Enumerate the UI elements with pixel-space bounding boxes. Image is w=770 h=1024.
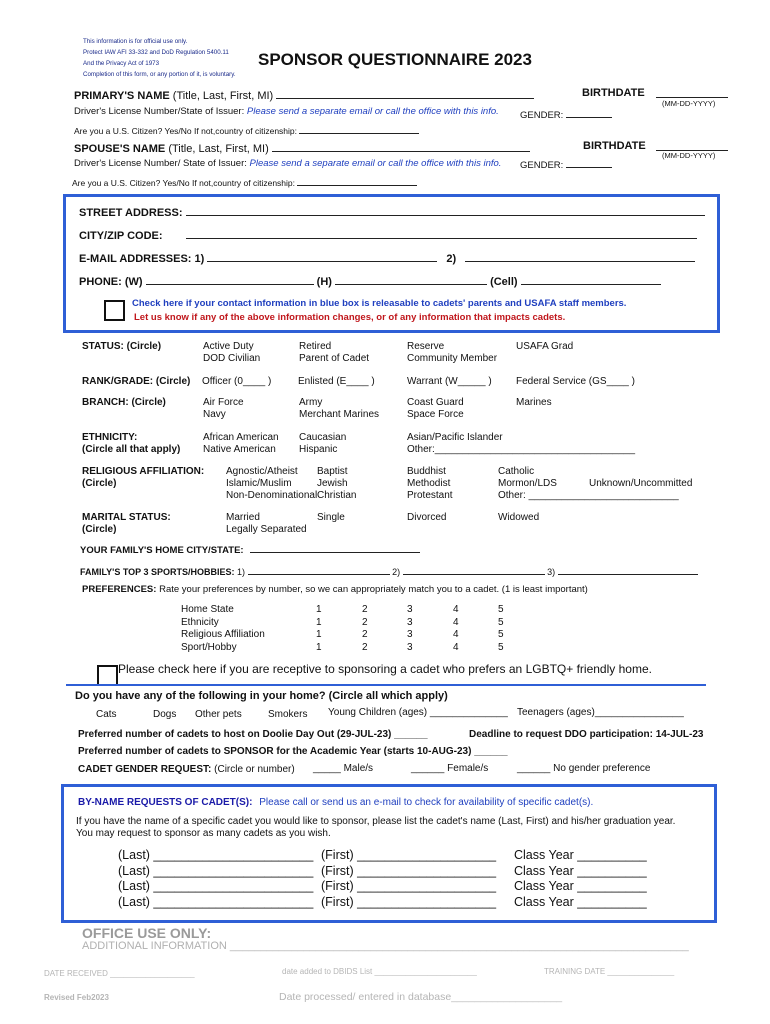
cadet-gender-label: CADET GENDER REQUEST: xyxy=(78,764,212,775)
by-name-label: BY-NAME REQUESTS OF CADET(S): xyxy=(78,797,253,808)
by-name-first-field[interactable]: (First) ____________________ xyxy=(321,863,497,878)
ethnicity-col-2[interactable] xyxy=(299,432,346,456)
home-other-pets[interactable]: Other pets xyxy=(195,709,242,720)
pref-scale-value[interactable]: 1 xyxy=(316,616,322,628)
primary-citizen-row[interactable] xyxy=(74,124,419,136)
pref-scale-value[interactable]: 5 xyxy=(498,604,504,615)
religion-label-2: (Circle) xyxy=(82,478,117,489)
pref-scale-value[interactable]: 3 xyxy=(407,642,413,654)
street-row[interactable] xyxy=(79,206,705,219)
primary-license-row xyxy=(74,106,499,117)
branch-air-force[interactable]: Air Force xyxy=(203,397,244,408)
by-name-class-year-field[interactable]: Class Year __________ xyxy=(514,879,647,894)
releasable-text: Check here if your contact information in blue box is releasable to cadets' parents and USAFA staff members. xyxy=(132,298,627,309)
status-col-2[interactable] xyxy=(299,341,369,365)
office-training-date: TRAINING DATE _______________ xyxy=(544,967,675,976)
religion-buddhist[interactable]: Buddhist xyxy=(407,466,446,477)
preference-items xyxy=(181,604,265,655)
marital-divorced[interactable]: Divorced xyxy=(407,512,447,523)
office-date-processed: Date processed/ entered in database___________________ xyxy=(279,991,563,1003)
rank-enlisted[interactable]: Enlisted (E____ ) xyxy=(298,376,375,387)
pref-scale-value[interactable]: 4 xyxy=(453,642,459,654)
spouse-birthdate-field[interactable] xyxy=(656,140,728,151)
religion-col-3[interactable] xyxy=(407,466,453,502)
rank-federal-service[interactable]: Federal Service (GS____ ) xyxy=(516,376,635,387)
cadet-gender-male[interactable]: _____ Male/s xyxy=(313,763,374,774)
privacy-line-2: Protect IAW AFI 33-332 and DoD Regulation 5400.11 xyxy=(83,49,229,56)
releasable-checkbox[interactable] xyxy=(104,300,125,321)
status-usafa-grad[interactable]: USAFA Grad xyxy=(516,341,574,352)
pref-scale-value[interactable]: 4 xyxy=(453,616,459,628)
ethnicity-native-american[interactable]: Native American xyxy=(203,444,276,455)
ethnicity-col-1[interactable] xyxy=(203,432,279,456)
phone-cell-field[interactable] xyxy=(521,275,661,285)
spouse-citizen-row[interactable] xyxy=(72,176,417,188)
pref-scale-value[interactable]: 2 xyxy=(362,629,368,641)
cadet-gender-row xyxy=(78,764,295,775)
status-community-member[interactable]: Community Member xyxy=(407,353,498,364)
phone-work-label: PHONE: (W) xyxy=(79,276,143,288)
ethnicity-caucasian[interactable]: Caucasian xyxy=(299,432,347,443)
primary-license-label: Driver's License Number/State of Issuer: xyxy=(74,106,245,117)
by-name-last-field[interactable]: (Last) _______________________ xyxy=(118,879,314,894)
phone-row[interactable] xyxy=(79,275,661,288)
preferences-row xyxy=(82,584,588,595)
marital-single[interactable]: Single xyxy=(317,512,345,523)
by-name-last-field[interactable]: (Last) _______________________ xyxy=(118,894,314,909)
phone-work-field[interactable] xyxy=(146,275,314,285)
home-cats[interactable]: Cats xyxy=(96,709,117,720)
status-parent-of-cadet[interactable]: Parent of Cadet xyxy=(299,353,370,364)
by-name-first-field[interactable]: (First) ____________________ xyxy=(321,879,497,894)
marital-label xyxy=(82,512,171,536)
by-name-note: Please call or send us an e-mail to check for availability of specific cadet(s). xyxy=(259,797,594,808)
phone-cell-label: (Cell) xyxy=(490,276,518,288)
cadet-gender-female[interactable]: ______ Female/s xyxy=(411,763,489,774)
city-row[interactable] xyxy=(79,229,697,242)
lgbtq-checkbox[interactable] xyxy=(97,665,118,686)
rank-officer[interactable]: Officer (0____ ) xyxy=(202,376,272,387)
pref-scale-value[interactable]: 2 xyxy=(362,604,368,615)
status-reserve[interactable]: Reserve xyxy=(407,341,445,352)
home-smokers[interactable]: Smokers xyxy=(268,709,308,720)
preferences-label: PREFERENCES: xyxy=(82,584,157,595)
ddo-preferred-count[interactable]: Preferred number of cadets to host on Doolie Day Out (29-JUL-23) ______ xyxy=(78,729,428,740)
by-name-first-field[interactable]: (First) ____________________ xyxy=(321,848,497,862)
religion-christian[interactable]: Christian xyxy=(317,490,357,501)
religion-baptist[interactable]: Baptist xyxy=(317,466,348,477)
sports-label: FAMILY'S TOP 3 SPORTS/HOBBIES: xyxy=(80,567,235,577)
office-use-title: OFFICE USE ONLY: xyxy=(82,925,212,941)
home-city-row[interactable] xyxy=(80,543,420,556)
religion-label xyxy=(82,466,204,490)
status-label: STATUS: (Circle) xyxy=(82,341,162,352)
status-retired[interactable]: Retired xyxy=(299,341,332,352)
pref-scale-value[interactable]: 4 xyxy=(453,629,459,641)
privacy-line-4: Completion of this form, or any portion of it, is voluntary. xyxy=(83,71,236,78)
branch-col-3[interactable] xyxy=(407,397,464,421)
spouse-name-label: SPOUSE'S NAME xyxy=(74,143,166,155)
religion-jewish[interactable]: Jewish xyxy=(317,478,348,489)
rank-warrant[interactable]: Warrant (W_____ ) xyxy=(407,376,492,387)
ethnicity-label xyxy=(82,432,180,456)
pref-scale-value[interactable]: 1 xyxy=(316,604,322,615)
revised-date: Revised Feb2023 xyxy=(44,993,109,1002)
spouse-birthdate-format: (MM-DD-YYYY) xyxy=(662,151,716,160)
by-name-class-year-field[interactable]: Class Year __________ xyxy=(514,894,647,909)
primary-name-row[interactable] xyxy=(74,89,534,102)
religion-protestant[interactable]: Protestant xyxy=(407,490,453,501)
branch-col-1[interactable] xyxy=(203,397,244,421)
privacy-line-3: And the Privacy Act of 1973 xyxy=(83,60,160,67)
religion-catholic[interactable]: Catholic xyxy=(498,466,535,477)
spouse-birthdate-label: BIRTHDATE xyxy=(583,140,646,152)
spouse-name-row[interactable] xyxy=(74,142,530,155)
branch-army[interactable]: Army xyxy=(299,397,323,408)
branch-col-2[interactable] xyxy=(299,397,379,421)
religion-mormon[interactable]: Mormon/LDS xyxy=(498,478,557,489)
home-dogs[interactable]: Dogs xyxy=(153,709,177,720)
religion-other-field[interactable]: Other: ___________________________ xyxy=(498,490,679,501)
spouse-name-hint: (Title, Last, First, MI) xyxy=(168,143,269,155)
office-additional-info: ADDITIONAL INFORMATION ___________________________________________________________________________ xyxy=(82,940,689,952)
academic-preferred-count[interactable]: Preferred number of cadets to SPONSOR for the Academic Year (starts 10-AUG-23) ______ xyxy=(78,746,508,757)
by-name-class-year-field[interactable]: Class Year __________ xyxy=(514,863,647,878)
branch-navy[interactable]: Navy xyxy=(203,409,226,420)
pref-religious-affiliation: Religious Affiliation xyxy=(181,629,265,641)
sports-row[interactable] xyxy=(80,565,698,577)
pref-scale-value[interactable]: 5 xyxy=(498,616,504,628)
email-field-2[interactable] xyxy=(465,252,695,262)
marital-label-1: MARITAL STATUS: xyxy=(82,512,171,523)
branch-marines[interactable]: Marines xyxy=(516,397,552,408)
spouse-citizenship-field[interactable] xyxy=(297,176,417,186)
marital-legally-separated[interactable]: Legally Separated xyxy=(226,524,307,535)
city-field[interactable] xyxy=(186,229,697,239)
email-field-1[interactable] xyxy=(207,252,437,262)
ethnicity-label-2: (Circle all that apply) xyxy=(82,444,181,455)
city-label: CITY/ZIP CODE: xyxy=(79,230,163,242)
sports-3-label: 3) xyxy=(547,567,556,577)
ethnicity-col-3[interactable] xyxy=(407,432,635,456)
status-dod-civilian[interactable]: DOD Civilian xyxy=(203,353,261,364)
by-name-last-field[interactable]: (Last) _______________________ xyxy=(118,863,314,878)
street-label: STREET ADDRESS: xyxy=(79,207,183,219)
ddo-deadline: Deadline to request DDO participation: 14-JUL-23 xyxy=(469,729,704,740)
notify-text: Let us know if any of the above information changes, or of any information that impacts cadets. xyxy=(134,312,566,323)
marital-widowed[interactable]: Widowed xyxy=(498,512,540,523)
religion-islamic[interactable]: Islamic/Muslim xyxy=(226,478,292,489)
by-name-class-year-field[interactable]: Class Year __________ xyxy=(514,848,647,862)
primary-name-label: PRIMARY'S NAME xyxy=(74,90,170,102)
spouse-gender-label: GENDER: xyxy=(520,160,564,171)
pref-scale-value[interactable]: 1 xyxy=(316,629,322,641)
sports-1-label: 1) xyxy=(237,567,246,577)
primary-license-note: Please send a separate email or call the office with this info. xyxy=(246,106,499,117)
pref-scale-value[interactable]: 2 xyxy=(362,642,368,654)
branch-merchant-marines[interactable]: Merchant Marines xyxy=(299,409,380,420)
privacy-line-1: This information is for official use only. xyxy=(83,38,188,45)
office-date-received: DATE RECEIVED ___________________ xyxy=(44,969,195,978)
by-name-para-2: You may request to sponsor as many cadets as you wish. xyxy=(76,828,331,839)
pref-ethnicity: Ethnicity xyxy=(181,616,219,628)
sports-field-3[interactable] xyxy=(558,565,698,575)
spouse-license-label: Driver's License Number/ State of Issuer: xyxy=(74,158,247,169)
branch-coast-guard[interactable]: Coast Guard xyxy=(407,397,464,408)
religion-methodist[interactable]: Methodist xyxy=(407,478,451,489)
phone-home-field[interactable] xyxy=(335,275,487,285)
home-young-children[interactable]: Young Children (ages) ______________ xyxy=(328,707,508,718)
religion-col-2[interactable] xyxy=(317,466,356,502)
status-active-duty[interactable]: Active Duty xyxy=(203,341,254,352)
spouse-license-row xyxy=(74,158,501,169)
lgbtq-text: Please check here if you are receptive to sponsoring a cadet who prefers an LGBTQ+ friendly home. xyxy=(118,662,652,676)
spouse-gender-field[interactable] xyxy=(566,158,612,168)
primary-citizen-text: Are you a U.S. Citizen? Yes/No If not,country of citizenship: xyxy=(74,126,298,136)
rank-label: RANK/GRADE: (Circle) xyxy=(82,376,191,387)
pref-scale-value[interactable]: 2 xyxy=(362,616,368,628)
religion-col-1[interactable] xyxy=(226,466,317,502)
branch-label: BRANCH: (Circle) xyxy=(82,397,166,408)
page-title: SPONSOR QUESTIONNAIRE 2023 xyxy=(258,50,532,69)
pref-scale-value[interactable]: 3 xyxy=(407,616,413,628)
ethnicity-other-field[interactable]: Other:____________________________________ xyxy=(407,444,636,455)
pref-scale-value[interactable]: 5 xyxy=(498,642,504,654)
primary-gender-label: GENDER: xyxy=(520,110,564,121)
by-name-first-field[interactable]: (First) ____________________ xyxy=(321,894,497,909)
pref-scale-value[interactable]: 4 xyxy=(453,604,459,615)
pref-scale-value[interactable]: 3 xyxy=(407,629,413,641)
status-col-1[interactable] xyxy=(203,341,260,365)
phone-home-label: (H) xyxy=(316,276,332,288)
marital-col-1[interactable] xyxy=(226,512,307,536)
pref-scale-value[interactable]: 1 xyxy=(316,642,322,654)
pref-sport-hobby: Sport/Hobby xyxy=(181,642,237,654)
email-label-1: E-MAIL ADDRESSES: 1) xyxy=(79,253,205,265)
status-col-3[interactable] xyxy=(407,341,497,365)
primary-birthdate-field[interactable] xyxy=(656,87,728,98)
spouse-gender-row[interactable] xyxy=(520,158,612,171)
primary-gender-row[interactable] xyxy=(520,108,612,121)
primary-birthdate-label: BIRTHDATE xyxy=(582,87,645,99)
email-row[interactable] xyxy=(79,252,695,265)
pref-scale-value[interactable]: 3 xyxy=(407,604,413,615)
home-city-label: YOUR FAMILY'S HOME CITY/STATE: xyxy=(80,545,244,556)
divider-line xyxy=(66,684,706,686)
primary-name-field[interactable] xyxy=(276,89,534,99)
religion-label-1: RELIGIOUS AFFILIATION: xyxy=(82,466,205,477)
religion-unknown[interactable]: Unknown/Uncommitted xyxy=(589,478,693,489)
home-teenagers[interactable]: Teenagers (ages)________________ xyxy=(517,707,684,718)
email-label-2: 2) xyxy=(446,253,457,265)
ethnicity-label-1: ETHNICITY: xyxy=(82,432,138,443)
by-name-para-1: If you have the name of a specific cadet you would like to sponsor, please list the cadet's name (Last, First) and his/her graduation year. xyxy=(76,816,676,827)
home-city-field[interactable] xyxy=(250,543,420,553)
preferences-text: Rate your preferences by number, so we can appropriately match you to a cadet. (1 is least important) xyxy=(159,584,588,595)
spouse-citizen-text: Are you a U.S. Citizen? Yes/No If not,country of citizenship: xyxy=(72,178,296,188)
pref-home-state: Home State xyxy=(181,604,234,615)
sports-2-label: 2) xyxy=(392,567,401,577)
branch-space-force[interactable]: Space Force xyxy=(407,409,464,420)
cadet-gender-hint: (Circle or number) xyxy=(214,764,295,775)
primary-citizenship-field[interactable] xyxy=(299,124,419,134)
religion-non-denominational[interactable]: Non-Denominational xyxy=(226,490,318,501)
by-name-last-field[interactable]: (Last) _______________________ xyxy=(118,848,314,862)
home-items-question: Do you have any of the following in your home? (Circle all which apply) xyxy=(75,690,448,702)
spouse-name-field[interactable] xyxy=(272,142,530,152)
marital-married[interactable]: Married xyxy=(226,512,260,523)
office-dbids-date: date added to DBIDS List _______________________ xyxy=(282,967,477,976)
by-name-header xyxy=(78,797,593,808)
street-field[interactable] xyxy=(186,206,705,216)
ethnicity-african-american[interactable]: African American xyxy=(203,432,279,443)
ethnicity-hispanic[interactable]: Hispanic xyxy=(299,444,338,455)
spouse-license-note: Please send a separate email or call the office with this info. xyxy=(249,158,502,169)
religion-agnostic[interactable]: Agnostic/Atheist xyxy=(226,466,298,477)
sports-field-1[interactable] xyxy=(248,565,390,575)
ethnicity-asian-pacific[interactable]: Asian/Pacific Islander xyxy=(407,432,503,443)
pref-scale-value[interactable]: 5 xyxy=(498,629,504,641)
cadet-gender-no-preference[interactable]: ______ No gender preference xyxy=(517,763,651,774)
primary-birthdate-format: (MM-DD-YYYY) xyxy=(662,99,716,108)
primary-gender-field[interactable] xyxy=(566,108,612,118)
primary-name-hint: (Title, Last, First, MI) xyxy=(172,90,274,102)
marital-label-2: (Circle) xyxy=(82,524,117,535)
sports-field-2[interactable] xyxy=(403,565,545,575)
